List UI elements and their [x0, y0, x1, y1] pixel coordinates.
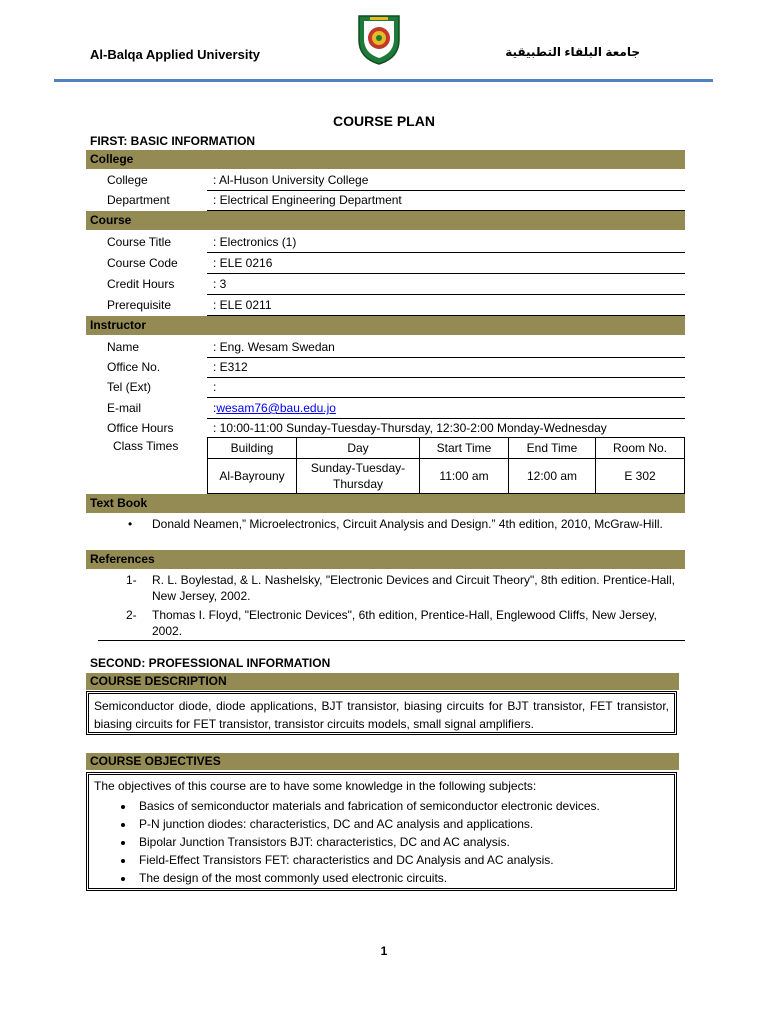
bullet-icon: • — [128, 517, 133, 531]
table-cell: 12:00 am — [509, 459, 596, 494]
list-item: • Field-Effect Transistors FET: characteristics and DC Analysis and AC analysis. — [135, 851, 674, 869]
table-cell: Sunday-Tuesday-Thursday — [297, 459, 420, 494]
table-cell: 11:00 am — [420, 459, 509, 494]
band-instructor: Instructor — [86, 316, 685, 335]
textbook-item — [128, 516, 684, 532]
row-course-code — [86, 253, 685, 273]
band-references: References — [86, 550, 685, 569]
header-divider — [54, 79, 713, 82]
course-description-text: Semiconductor diode, diode applications, BJT transistor, biasing circuits for BJT transistor, FET transistor, biasing circuits for FET transistor, transistor circuits models, small signal amplifiers. — [94, 699, 669, 731]
band-course-objectives: COURSE OBJECTIVES — [86, 753, 679, 770]
objectives-intro: The objectives of this course are to have some knowledge in the following subjects: — [94, 779, 537, 793]
table-header-row — [208, 438, 685, 459]
row-label: Course Title — [107, 235, 172, 249]
band-textbook: Text Book — [86, 494, 685, 513]
page-title: COURSE PLAN — [333, 113, 435, 129]
row-value — [207, 398, 685, 419]
reference-text: Thomas I. Floyd, "Electronic Devices", 6th edition, Prentice-Hall, Englewood Cliffs, New Jersey, 2002. — [152, 608, 657, 638]
row-tel-ext — [86, 377, 685, 397]
class-times-table — [207, 437, 685, 494]
table-cell: E 302 — [596, 459, 685, 494]
section-divider — [98, 640, 685, 641]
row-instructor-name — [86, 337, 685, 357]
row-course-title — [86, 232, 685, 252]
textbook-text: Donald Neamen,” Microelectronics, Circuit Analysis and Design.” 4th edition, 2010, McGraw-Hill. — [152, 517, 663, 531]
university-crest-icon — [356, 12, 402, 66]
table-header-cell: Day — [297, 438, 420, 459]
page-number: 1 — [380, 944, 388, 958]
row-label: Prerequisite — [107, 298, 172, 312]
row-office-no — [86, 357, 685, 377]
email-link[interactable]: wesam76@bau.edu.jo — [216, 401, 336, 415]
row-label: Credit Hours — [107, 277, 175, 291]
list-item: • The design of the most commonly used electronic circuits. — [135, 869, 674, 887]
list-item: • P-N junction diodes: characteristics, DC and AC analysis and applications. — [135, 815, 674, 833]
objectives-list — [89, 797, 674, 887]
row-department — [86, 190, 685, 210]
row-prerequisite — [86, 295, 685, 315]
row-credit-hours — [86, 274, 685, 294]
row-label: Name — [107, 340, 140, 354]
row-value: : Al-Huson University College — [207, 170, 685, 191]
reference-number: 1- — [126, 573, 137, 587]
row-label: Office No. — [107, 360, 161, 374]
row-value: : 3 — [207, 274, 685, 295]
reference-item — [126, 607, 684, 639]
section-heading-basic: FIRST: BASIC INFORMATION — [90, 134, 256, 148]
reference-text: R. L. Boylestad, & L. Nashelsky, "Electronic Devices and Circuit Theory", 8th edition. Prentice-Hall, New Jersey, 2002. — [152, 573, 675, 603]
list-item: • Bipolar Junction Transistors BJT: characteristics, DC and AC analysis. — [135, 833, 674, 851]
class-times-label: Class Times — [113, 439, 179, 453]
table-row — [208, 459, 685, 494]
course-objectives-box — [86, 772, 677, 891]
row-office-hours — [86, 418, 685, 438]
row-value: : — [207, 377, 685, 398]
reference-number: 2- — [126, 608, 137, 622]
band-course-description: COURSE DESCRIPTION — [86, 673, 679, 690]
row-value: : ELE 0211 — [207, 295, 685, 316]
university-name-en: Al-Balqa Applied University — [90, 47, 260, 62]
row-label: Office Hours — [107, 421, 174, 435]
row-value: : E312 — [207, 357, 685, 378]
course-description-box — [86, 691, 677, 735]
row-value: : Electrical Engineering Department — [207, 190, 685, 211]
row-label: Department — [107, 193, 170, 207]
university-name-ar: جامعة البلقاء التطبيقية — [505, 45, 640, 59]
row-value: : Eng. Wesam Swedan — [207, 337, 685, 358]
row-value: : 10:00-11:00 Sunday-Tuesday-Thursday, 12:30-2:00 Monday-Wednesday — [213, 421, 607, 435]
table-cell: Al-Bayrouny — [208, 459, 297, 494]
row-value: : ELE 0216 — [207, 253, 685, 274]
reference-item — [126, 572, 684, 604]
list-item: • Basics of semiconductor materials and fabrication of semiconductor electronic devices. — [135, 797, 674, 815]
row-college — [86, 170, 685, 190]
table-header-cell: Building — [208, 438, 297, 459]
row-label: Tel (Ext) — [107, 380, 152, 394]
email-prefix: : — [213, 401, 217, 415]
row-label: College — [107, 173, 148, 187]
band-college: College — [86, 150, 685, 169]
row-value: : Electronics (1) — [207, 232, 685, 253]
band-course: Course — [86, 211, 685, 230]
section-heading-professional: SECOND: PROFESSIONAL INFORMATION — [90, 656, 331, 670]
table-header-cell: End Time — [509, 438, 596, 459]
row-label: Course Code — [107, 256, 178, 270]
table-header-cell: Room No. — [596, 438, 685, 459]
row-label: E-mail — [107, 401, 142, 415]
table-header-cell: Start Time — [420, 438, 509, 459]
row-email — [86, 398, 685, 418]
